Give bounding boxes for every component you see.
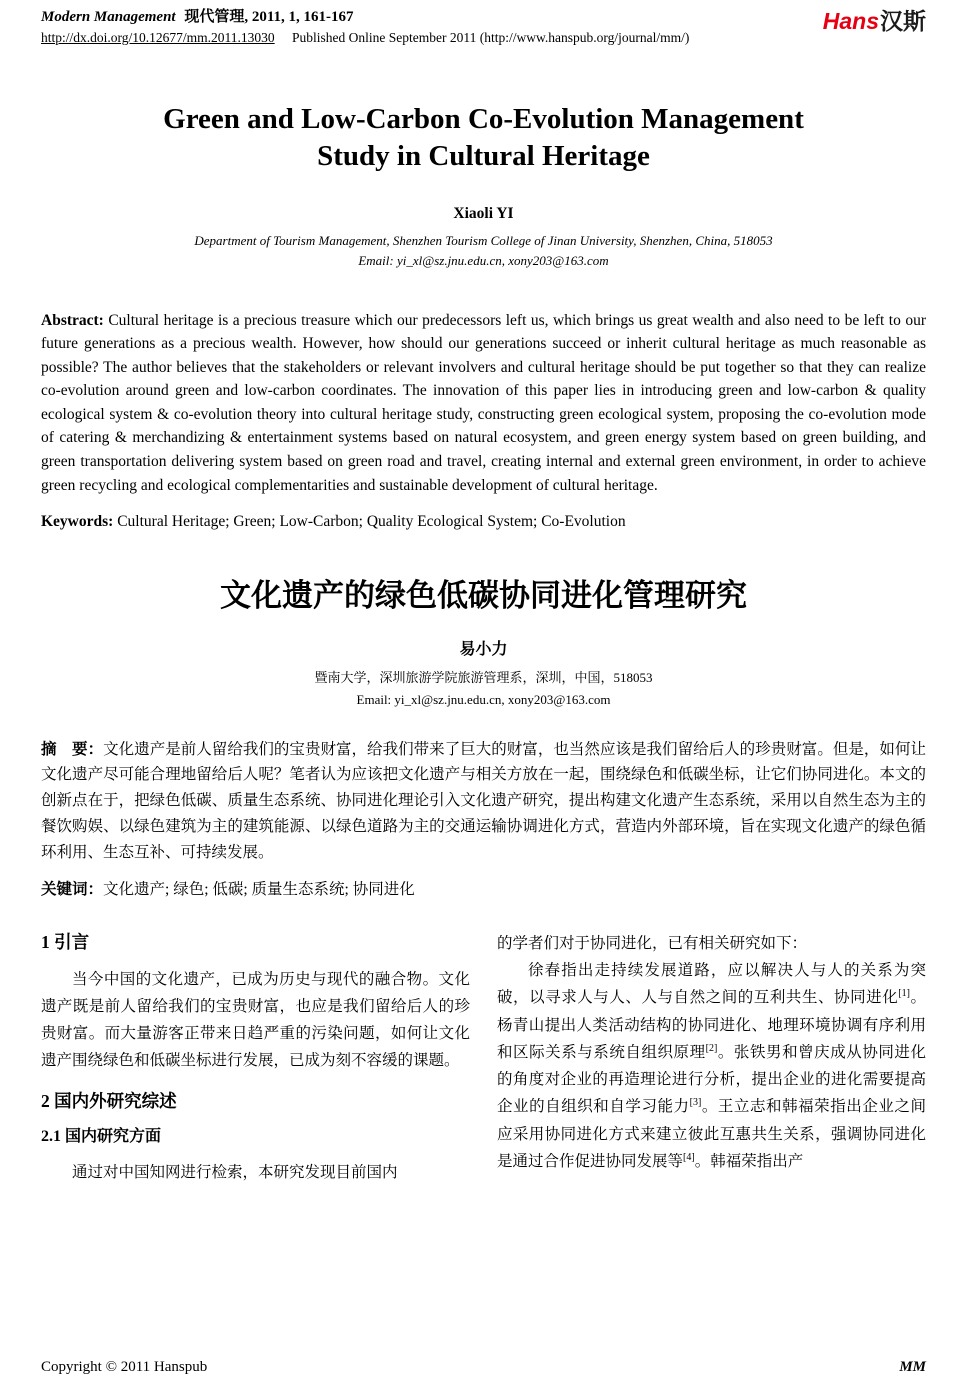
keywords-cn-label: 关键词：	[41, 881, 104, 899]
article-title-en	[41, 101, 926, 175]
paragraph-segment: 。杨青山提出人类活动结构的协同进化、地理环境协调有序利用和区际关系与系统自组织原理	[497, 989, 926, 1061]
section-1-paragraph: 当今中国的文化遗产，已成为历史与现代的融合物。文化遗产既是前人留给我们的宝贵财富，也应是我们留给后人的珍贵财富。而大量游客正带来日趋严重的污染问题，如何让文化遗产围绕绿色和低碳坐标进行发展，已成为刻不容缓的课题。	[41, 970, 470, 1070]
citation-ref-1: [1]	[898, 988, 910, 1000]
section-2-1-heading: 2.1 国内研究方面	[41, 1127, 162, 1145]
abstract-cn-text: 文化遗产是前人留给我们的宝贵财富，给我们带来了巨大的财富，也当然应该是我们留给后人的珍贵财富。但是，如何让文化遗产尽可能合理地留给后人呢？笔者认为应该把文化遗产与相关方放在一起，围绕绿色和低碳坐标，让它们协同进化。本文的创新点在于，把绿色低碳、质量生态系统、协同进化理论引入文化遗产研究，提出构建文化遗产生态系统，采用以自然生态为主的餐饮购娱、以绿色建筑为主的建筑能源、以绿色道路为主的交通运输协调进化方式，营造内外部环境，旨在实现文化遗产的绿色循环利用、生态互补、可持续发展。	[41, 740, 926, 861]
affiliation-en: Department of Tourism Management, Shenzhen Tourism College of Jinan University, Shenzhen, China, 518053	[194, 232, 773, 248]
section-2-1-paragraph: 通过对中国知网进行检索，本研究发现目前国内	[72, 1163, 398, 1181]
citation-ref-2: [2]	[705, 1042, 718, 1054]
body-columns	[41, 930, 926, 1186]
right-column	[497, 930, 926, 1186]
copyright-text: Copyright © 2011 Hanspub	[41, 1359, 208, 1376]
journal-abbreviation: MM	[899, 1359, 926, 1376]
published-info: Published Online September 2011 (http://www.hanspub.org/journal/mm/)	[292, 29, 690, 45]
email-en: Email: yi_xl@sz.jnu.edu.cn, xony203@163.com	[358, 253, 609, 269]
abstract-en-label: Abstract:	[41, 311, 104, 329]
abstract-cn	[41, 737, 926, 866]
abstract-en-text: Cultural heritage is a precious treasure which our predecessors left us, which brings us great wealth and also need to be left to our future generations as a precious wealth. However, how should our generations succeed or inherit cultural heritage as much reasonable as possible? The author believes that the stakeholders or relevant involvers and cultural heritage should be put together so that they can realize co-evolution around green and low-carbon coordinates. The innovation of this paper lies in introducing green and low-carbon & quality ecological system & co-evolution theory into cultural heritage study, constructing green ecological system, proposing the co-evolution mode of catering & merchandizing & entertainment systems based on natural ecosystem, and green energy system based on green building, and green transportation delivering system based on green road and travel, creating internal and external green environment, in order to achieve green recycling and ecological complementarities and sustainable development of cultural heritage.	[41, 311, 926, 494]
section-1-heading: 1 引言	[41, 931, 90, 952]
journal-line	[41, 8, 689, 27]
section-2-heading: 2 国内外研究综述	[41, 1090, 177, 1111]
journal-name: Modern Management	[41, 9, 176, 25]
doi-link[interactable]: http://dx.doi.org/10.12677/mm.2011.13030	[41, 29, 275, 45]
hans-logo	[823, 10, 926, 33]
doi-line	[41, 30, 689, 46]
page-footer	[41, 1358, 926, 1377]
left-column	[41, 930, 470, 1186]
journal-info	[41, 8, 689, 46]
article-title-line-1: Green and Low-Carbon Co-Evolution Management	[163, 102, 804, 135]
paragraph-segment: 。王立志和韩福荣指出企业之间应采用协同进化方式来建立彼此互惠共生关系，强调协同进化是通过合作促进协同发展等	[497, 1098, 926, 1170]
citation-ref-4: [4]	[683, 1151, 695, 1163]
author-en: Xiaoli YI	[453, 204, 514, 222]
affiliation-cn: 暨南大学，深圳旅游学院旅游管理系，深圳，中国，518053	[314, 669, 653, 685]
article-title-line-2: Study in Cultural Heritage	[317, 139, 650, 172]
keywords-cn-text: 文化遗产; 绿色; 低碳; 质量生态系统; 协同进化	[103, 881, 415, 899]
hans-logo-cn-text: 汉斯	[880, 8, 926, 34]
email-cn: Email: yi_xl@sz.jnu.edu.cn, xony203@163.com	[356, 691, 611, 707]
article-title-cn: 文化遗产的绿色低碳协同进化管理研究	[220, 577, 747, 613]
journal-issue: 现代管理, 2011, 1, 161-167	[184, 9, 354, 25]
paragraph-segment: 徐春指出走持续发展道路，应以解决人与人的关系为突破，以寻求人与人、人与自然之间的互利共生、协同进化	[497, 962, 926, 1007]
page-header	[41, 8, 926, 46]
keywords-en	[41, 511, 926, 533]
author-cn: 易小力	[459, 640, 508, 658]
keywords-cn	[41, 879, 926, 901]
paragraph-segment: 。张铁男和曾庆成从协同进化的角度对企业的再造理论进行分析，提出企业的进化需要提高企业的自组织和自学习能力	[497, 1043, 926, 1116]
keywords-en-text: Cultural Heritage; Green; Low-Carbon; Quality Ecological System; Co-Evolution	[117, 513, 626, 531]
hans-logo-text: Hans	[822, 8, 879, 34]
abstract-cn-label: 摘 要：	[41, 740, 104, 758]
keywords-en-label: Keywords:	[41, 513, 114, 531]
literature-review-paragraph	[497, 957, 926, 1175]
paragraph-segment: 。韩福荣指出产	[694, 1152, 804, 1170]
continuation-paragraph: 的学者们对于协同进化，已有相关研究如下：	[497, 934, 808, 952]
citation-ref-3: [3]	[689, 1097, 702, 1109]
abstract-en	[41, 309, 926, 497]
